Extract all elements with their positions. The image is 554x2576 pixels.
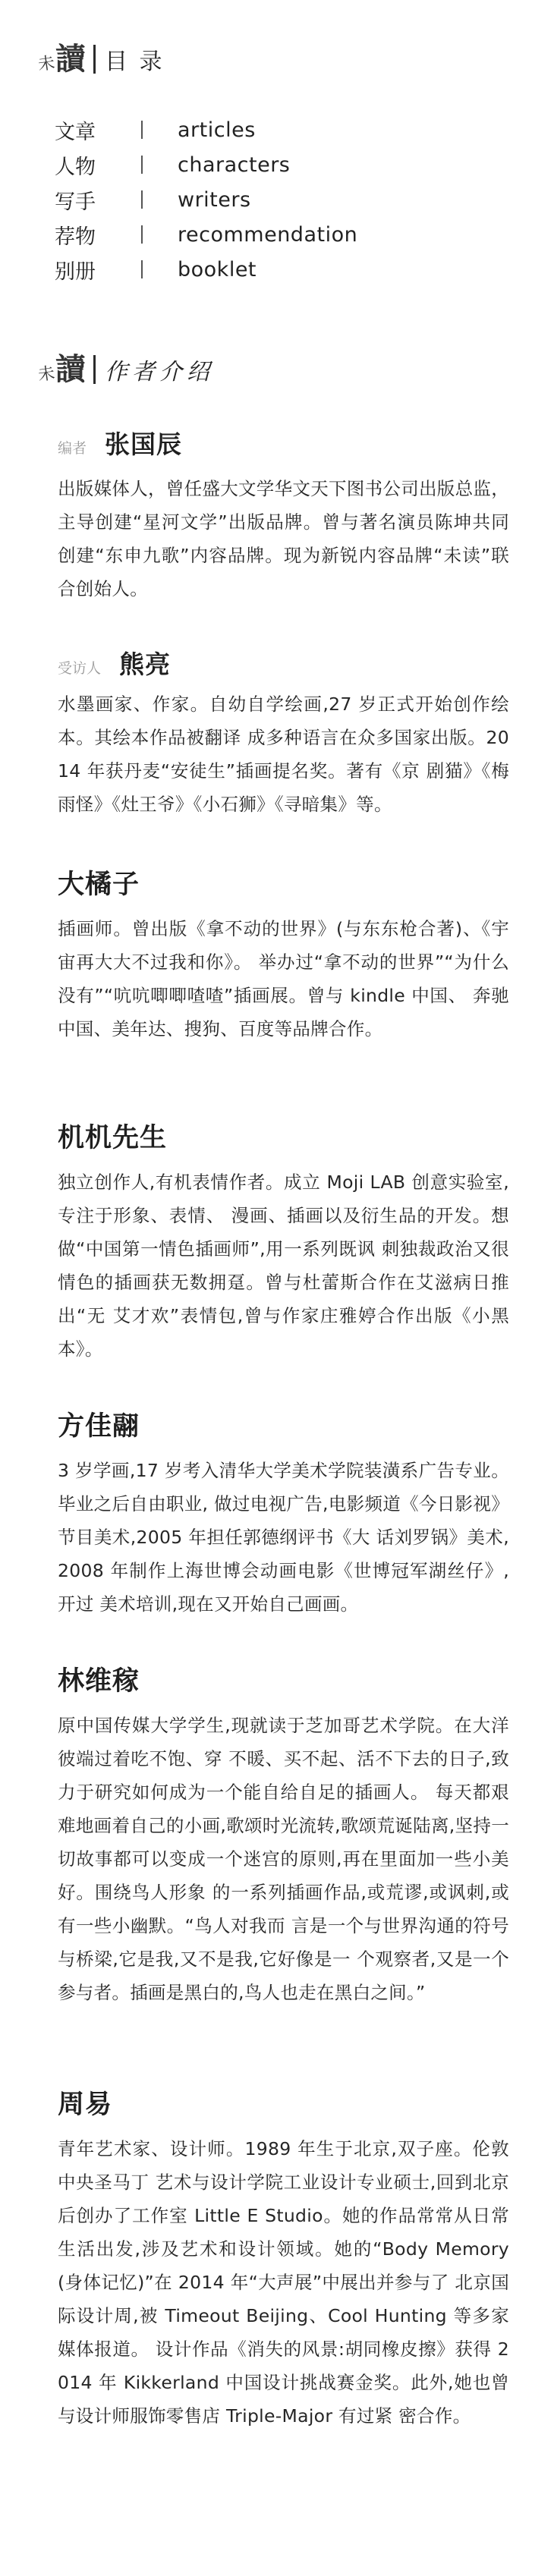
toc-header [38,42,165,76]
person-name: 周易 [58,2090,113,2120]
toc-item-recommendation[interactable]: 荐物 recommendation [55,222,358,249]
toc-item-articles[interactable]: 文章 articles [55,118,256,144]
weidu-logo: 未 讀 [36,41,87,77]
weidu-logo: 未 讀 [36,351,87,387]
person-header [58,425,182,461]
person-header [58,2084,112,2122]
person-name: 大橘子 [58,870,140,900]
header-divider [93,45,96,74]
header-divider [93,355,96,384]
person-name: 张国辰 [105,429,183,459]
person-role: 编者 [58,440,87,457]
person-name: 方佳翮 [58,1411,140,1442]
person-header [58,1660,140,1698]
person-header [58,863,140,901]
person-role: 受访人 [58,660,102,677]
person-bio: 独立创作人,有机表情作者。成立 Moji LAB 创意实验室,专注于形象、表情、 漫画、插画以及衍生品的开发。想做“中国第一情色插画师”,用一系列既讽 刺独裁政治又很情色的插画获无数拥趸。曾与杜蕾斯合作在艾滋病日推出“无 艾才欢”表情包,曾与作家庄雅婷合作出版《小黑本》。 [58,1172,509,1360]
toc-item-characters[interactable]: 人物 characters [55,153,291,179]
person-name: 熊亮 [119,650,172,679]
authors-header [38,353,214,386]
person-header [58,645,171,681]
person-name: 林维稼 [58,1666,140,1697]
person-bio: 水墨画家、作家。自幼自学绘画,27 岁正式开始创作绘本。其绘本作品被翻译 成多种语言在众多国家出版。2014 年获丹麦“安徒生”插画提名奖。著有《京 剧猫》《梅雨怪》《灶王爷》《小石狮》《寻暗集》等。 [58,694,509,815]
toc-item-writers[interactable]: 写手 writers [55,187,251,214]
toc-item-booklet[interactable]: 别册 booklet [55,257,257,284]
toc-title: 目 录 [105,49,165,75]
person-header [58,1117,167,1155]
person-name: 机机先生 [58,1123,168,1153]
person-bio: 插画师。曾出版《拿不动的世界》(与东东枪合著)、《宇宙再大大不过我和你》。 举办过“拿不动的世界”“为什么没有”“吭吭唧唧喳喳”插画展。曾与 kindle 中国、 奔驰中国、美年达、搜狗、百度等品牌合作。 [58,918,509,1040]
person-bio: 出版媒体人，曾任盛大文学华文天下图书公司出版总监，主导创建“星河文学”出版品牌。曾与著名演员陈坤共同创建“东申九歌”内容品牌。现为新锐内容品牌“未读”联合创始人。 [58,478,509,599]
authors-title: 作者介绍 [105,359,215,385]
person-bio: 3 岁学画,17 岁考入清华大学美术学院装潢系广告专业。毕业之后自由职业, 做过电视广告,电影频道《今日影视》节目美术,2005 年担任郭德纲评书《大 话刘罗锅》美术,2008 年制作上海世博会动画电影《世博冠军湖丝仔》,开过 美术培训,现在又开始自己画画。 [58,1460,509,1615]
person-bio: 青年艺术家、设计师。1989 年生于北京,双子座。伦敦中央圣马丁 艺术与设计学院工业设计专业硕士,回到北京后创办了工作室 Little E Studio。她的作品常常从日常生活出发,涉及艺术和设计领域。她的“Body Memory(身体记忆)”在 2014 年“大声展”中展出并参与了 北京国际设计周,被 Timeout Beijing、Cool Hunting 等多家媒体报道。 设计作品《消失的风景:胡同橡皮擦》获得 2014 年 Kikkerland 中国设计挑战赛金奖。此外,她也曾与设计师服饰零售店 Triple-Major 有过紧 密合作。 [58,2138,509,2427]
person-bio: 原中国传媒大学学生,现就读于芝加哥艺术学院。在大洋彼端过着吃不饱、穿 不暖、买不起、活不下去的日子,致力于研究如何成为一个能自给自足的插画人。 每天都艰难地画着自己的小画,歌颂时光流转,歌颂荒诞陆离,坚持一切故事都可以变成一个迷宫的原则,再在里面加一些小美好。围绕鸟人形象 的一系列插画作品,或荒谬,或讽刺,或有一些小幽默。“鸟人对我而 言是一个与世界沟通的符号与桥梁,它是我,又不是我,它好像是一 个观察者,又是一个参与者。插画是黑白的,鸟人也走在黑白之间。” [58,1715,509,2003]
table-of-contents [55,112,357,287]
person-header [58,1405,140,1443]
